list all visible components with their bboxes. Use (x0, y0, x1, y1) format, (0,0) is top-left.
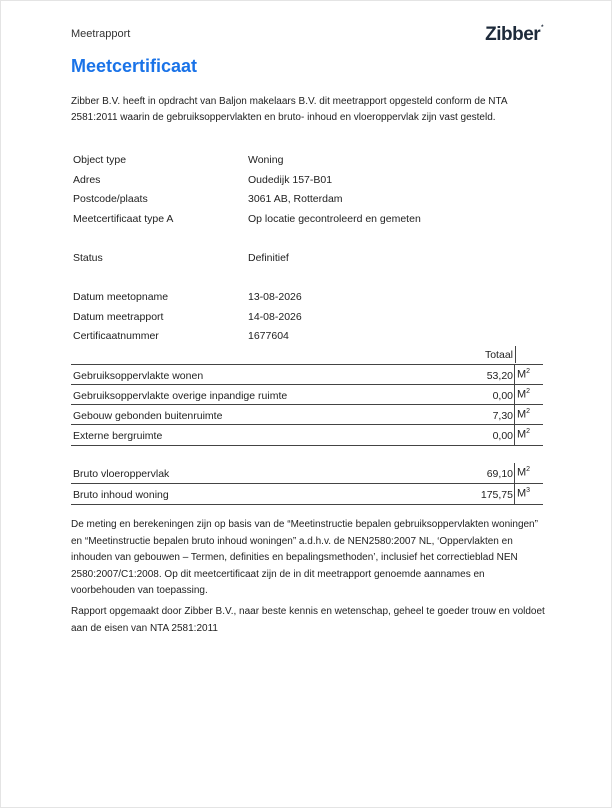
column-divider (514, 365, 515, 385)
detail-row-status (73, 252, 493, 266)
page-title: Meetcertificaat (71, 56, 198, 76)
row-label: Gebruiksoppervlakte wonen (73, 370, 204, 382)
detail-key: Datum meetopname (73, 291, 169, 303)
row-unit: $M^2$ (517, 368, 531, 381)
logo-mark: * (541, 25, 543, 31)
table-row (71, 424, 543, 446)
methodology-paragraph: De meting en berekeningen zijn op basis van de “Meetinstructie bepalen gebruiksoppervlakten woningen” en “Meetinstructie bepalen bruto inhoud woningen” a.d.h.v. de NEN2580:2007 NL, ‘Oppervlakten en inhouden van gebouwen – Termen, definities en bepalingsmethoden’, inclusief het correctieblad NEN 2580:2007/C1:2008. Op dit meetcertificaat zijn de in dit meetrapport genoemde aannames en voorbehouden van toepassing. (71, 519, 538, 596)
row-label: Bruto vloeroppervlak (73, 468, 170, 480)
row-label: Gebouw gebonden buitenruimte (73, 410, 223, 422)
detail-row-meetrapport (73, 311, 493, 325)
column-divider (514, 425, 515, 445)
row-unit: $M^2$ (517, 466, 531, 479)
detail-key: Adres (73, 173, 101, 186)
closing-paragraph: Rapport opgemaakt door Zibber B.V., naar beste kennis en wetenschap, geheel te goeder trouw en voldoet aan de eisen van NTA 2581:2011 (71, 606, 545, 634)
row-unit: $M^2$ (517, 388, 531, 401)
row-value: 175,75 (480, 489, 513, 501)
row-label: Bruto inhoud woning (73, 489, 169, 501)
detail-value: Definitief (248, 252, 289, 264)
detail-row-postcode (73, 193, 493, 207)
row-label: Gebruiksoppervlakte overige inpandige ruimte (73, 390, 288, 402)
table-row (71, 364, 543, 385)
table-row (71, 463, 543, 483)
row-unit: $M^2$ (517, 428, 531, 441)
detail-key: Certificaatnummer (73, 330, 159, 342)
column-divider (514, 385, 515, 405)
column-divider (514, 484, 515, 504)
detail-key: Postcode/plaats (73, 193, 148, 205)
detail-value: 14-08-2026 (248, 310, 302, 323)
table-row (71, 384, 543, 405)
zibber-logo (485, 24, 543, 46)
header-label: Meetrapport (71, 28, 131, 40)
detail-value: Woning (248, 154, 284, 166)
row-unit: $M^3$ (517, 487, 531, 500)
detail-row-certificaatnummer (73, 330, 493, 344)
table-row (71, 404, 543, 425)
row-value: 0,00 (492, 390, 513, 402)
table-row (71, 483, 543, 505)
row-unit: $M^2$ (517, 408, 531, 421)
detail-value: 1677604 (248, 330, 289, 342)
detail-value: 13-08-2026 (248, 291, 302, 303)
detail-value: 3061 AB, Rotterdam (248, 193, 343, 205)
column-divider (514, 463, 515, 483)
column-divider (515, 346, 516, 363)
detail-value: Oudedijk 157-B01 (248, 173, 333, 186)
detail-key: Datum meetrapport (73, 310, 164, 323)
row-label: Externe bergruimte (73, 430, 163, 442)
detail-row-meetopname (73, 291, 493, 305)
detail-key: Status (73, 252, 103, 264)
detail-row-type (73, 213, 493, 227)
row-value: 0,00 (492, 430, 513, 442)
detail-row-adres (73, 174, 493, 188)
total-column-header: Totaal (484, 349, 513, 361)
intro-paragraph: Zibber B.V. heeft in opdracht van Baljon makelaars B.V. dit meetrapport opgesteld conform de NTA 2581:2011 waarin de gebruiksoppervlakten en bruto- inhoud en vloeroppervlak zijn vast gesteld. (71, 96, 507, 123)
detail-key: Object type (73, 154, 127, 166)
detail-key: Meetcertificaat type A (73, 212, 174, 225)
detail-row-object-type (73, 154, 493, 168)
detail-value: Op locatie gecontroleerd en gemeten (248, 212, 421, 225)
logo-text: Zibber (485, 24, 541, 45)
row-value: 7,30 (492, 410, 513, 422)
column-divider (514, 405, 515, 425)
row-value: 53,20 (486, 370, 513, 382)
row-value: 69,10 (486, 468, 513, 480)
